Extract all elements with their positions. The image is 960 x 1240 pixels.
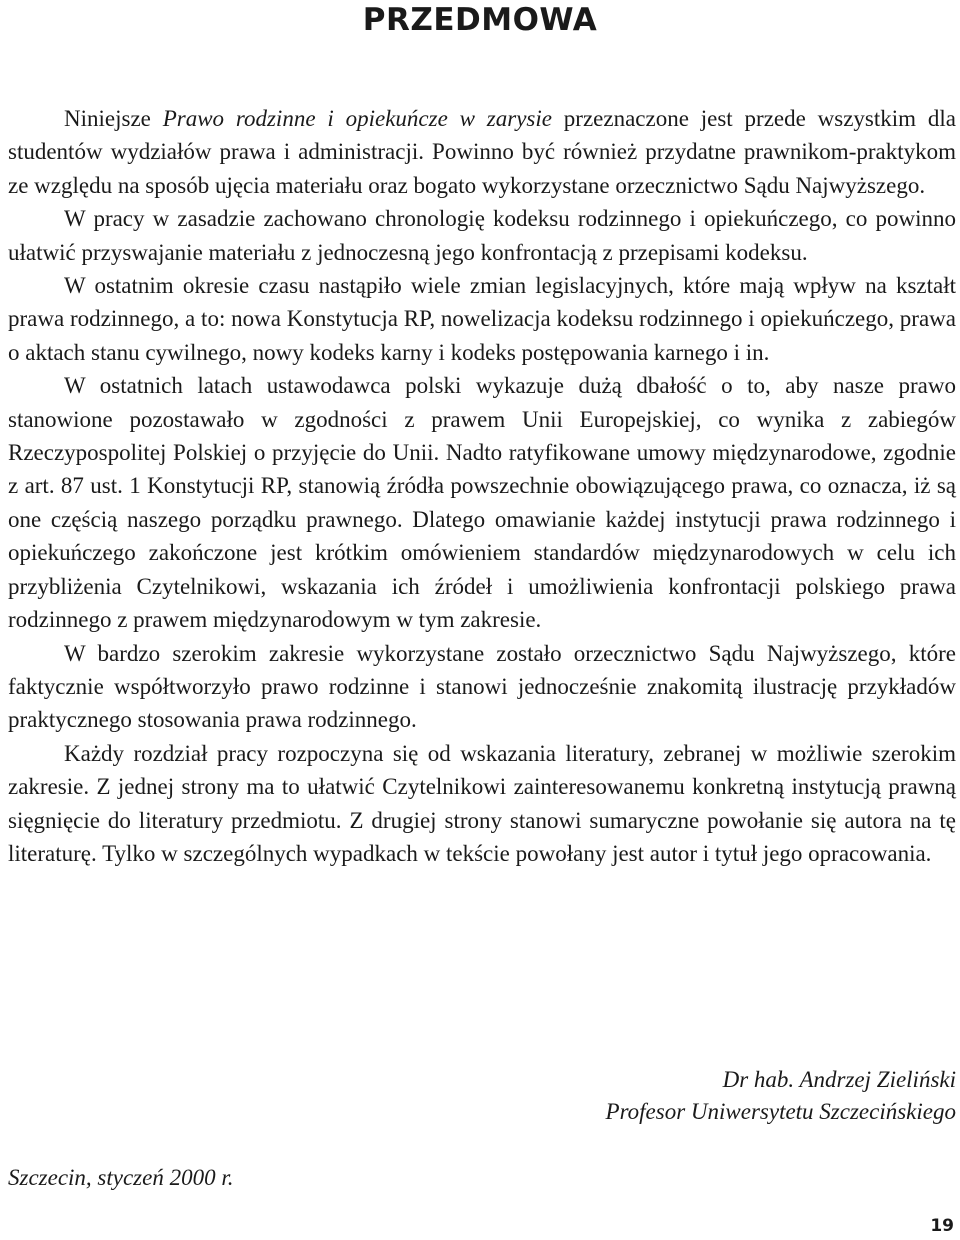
author-name: Dr hab. Andrzej Zieliński <box>722 1067 956 1092</box>
paragraph-3: W ostatnim okresie czasu nastąpiło wiele zmian legislacyjnych, które mają wpływ na kształt prawa rodzinnego, a to: nowa Konstytucja RP, nowelizacja kodeksu rodzinnego i opiekuńczego, prawa o aktach stanu cywilnego, nowy kodeks karny i kodeks postępowania karnego i in. <box>8 273 956 365</box>
page-number: 19 <box>930 1216 954 1236</box>
author-affiliation: Profesor Uniwersytetu Szczecińskiego <box>605 1099 956 1124</box>
paragraph-1-rest: przeznaczone jest przede wszystkim dla studentów wydziałów prawa i administracji. Powinno być również przydatne prawnikom-praktykom ze względu na sposób ujęcia materiału oraz bogato wykorzystane orzecznictwo Sądu Najwyższego. <box>8 106 956 198</box>
page-title: PRZEDMOWA <box>362 2 598 38</box>
book-title: Prawo rodzinne i opiekuńcze w zarysie <box>162 106 552 131</box>
paragraph-6: Każdy rozdział pracy rozpoczyna się od wskazania literatury, zebranej w możliwie szerokim zakresie. Z jednej strony ma to ułatwić Czytelnikowi zainteresowanemu konkretną instytucją prawną sięgnięcie do literatury przedmiotu. Z drugiej strony stanowi sumaryczne powołanie się autora na tę literaturę. Tylko w szczególnych wypadkach w tekście powołany jest autor i tytuł jego opracowania. <box>8 740 956 866</box>
paragraph-2: W pracy w zasadzie zachowano chronologię kodeksu rodzinnego i opiekuńczego, co powinno ułatwić przyswajanie materiału z jednoczesną jego konfrontacją z przepisami kodeksu. <box>8 206 956 265</box>
paragraph-1 <box>8 102 956 202</box>
paragraph-5: W bardzo szerokim zakresie wykorzystane zostało orzecznictwo Sądu Najwyższego, które faktycznie współtworzyło prawo rodzinne i stanowi jednocześnie znakomitą ilustrację przykładów praktycznego stosowania prawa rodzinnego. <box>8 640 956 733</box>
paragraph-1-intro: Niniejsze <box>64 106 163 131</box>
place-and-date: Szczecin, styczeń 2000 r. <box>8 1165 234 1190</box>
preface-body <box>8 102 956 870</box>
paragraph-4: W ostatnich latach ustawodawca polski wykazuje dużą dbałość o to, aby nasze prawo stanowione pozostawało w zgodności z prawem Unii Europejskiej, co wynika z zabiegów Rzeczypospolitej Polskiej o przyjęcie do Unii. Nadto ratyfikowane umowy międzynarodowe, zgodnie z art. 87 ust. 1 Konstytucji RP, stanowią źródła powszechnie obowiązującego prawa, co oznacza, iż są one częścią naszego porządku prawnego. Dlatego omawianie każdej instytucji prawa rodzinnego i opiekuńczego zakończone jest krótkim omówieniem standardów międzynarodowych w celu ich przybliżenia Czytelnikowi, wskazania ich źródeł i umożliwienia konfrontacji polskiego prawa rodzinnego z prawem międzynarodowym w tym zakresie. <box>8 373 956 633</box>
author-signature <box>606 1064 956 1128</box>
